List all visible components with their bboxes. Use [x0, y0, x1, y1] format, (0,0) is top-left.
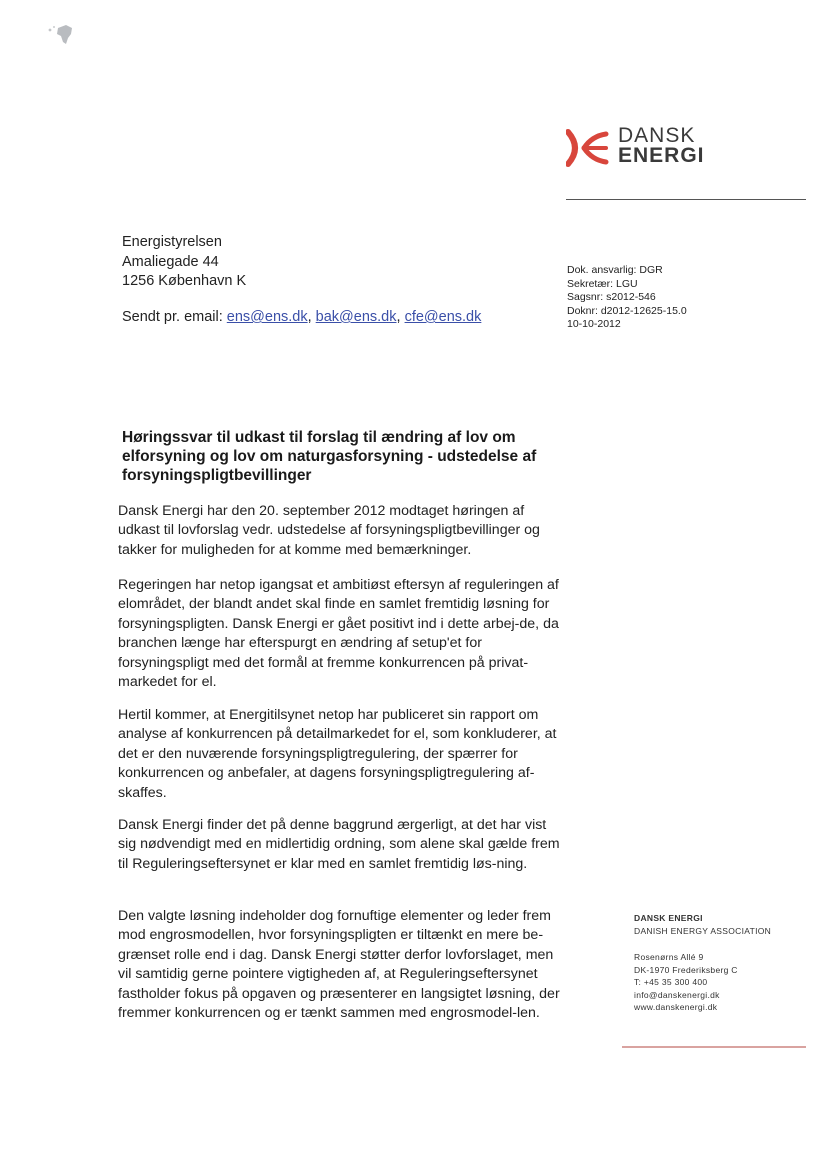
logo-word-energi: ENERGI: [618, 144, 705, 167]
email-link-bak[interactable]: bak@ens.dk: [315, 309, 397, 325]
body-paragraph: Dansk Energi finder det på denne baggrund ærgerligt, at det har vist sig nødvendigt med en midlertidig ordning, som alene skal gælde frem til Reguleringseftersynet er klar med en samlet fremtidig løs-ning.: [118, 817, 560, 872]
header-divider: [566, 199, 806, 200]
body-paragraph: Hertil kommer, at Energitilsynet netop har publiceret sin rapport om analyse af konkurrencen på detailmarkedet for el, som konkluderer, at det er den nuværende forsyningspligtregulering, der spærrer for konkurrencen og anbefaler, at dagens forsyningspligtregulering af-skaffes.: [118, 707, 557, 801]
body-paragraph: Dansk Energi har den 20. september 2012 modtaget høringen af udkast til lovforslag vedr. udstedelse af forsyningspligtbevillinger og takker for muligheden for at komme med bemærkninger.: [118, 503, 540, 558]
footer-divider: [622, 1046, 806, 1048]
meta-date: 10-10-2012: [567, 318, 621, 330]
meta-document-number: Doknr: d2012-12625-15.0: [567, 304, 687, 317]
recipient-name: Energistyrelsen: [122, 234, 222, 250]
sent-label: Sendt pr. email:: [122, 309, 223, 325]
sender-contact-block: [634, 912, 771, 1014]
meta-case-number: Sagsnr: s2012-546: [567, 291, 656, 303]
meta-responsible: Dok. ansvarlig: DGR: [567, 264, 663, 276]
meta-secretary: Sekretær: LGU: [567, 277, 638, 290]
logo-word-dansk: DANSK: [618, 124, 696, 147]
body-paragraph: Regeringen har netop igangsat et ambitiøst eftersyn af reguleringen af elområdet, der blandt andet skal finde en samlet fremtidig løsning for forsyningspligten. Dansk Energi er gået positivt ind i dette arbej-de, da branchen længe har efterspurgt en ændring af setup'et for forsyningspligt med det formål at fremme konkurrencen på privat-markedet for el.: [118, 577, 559, 691]
recipient-street: Amaliegade 44: [122, 253, 219, 270]
letter-title: Høringssvar til udkast til forslag til ændring af lov om elforsyning og lov om naturgasforsyning - udstedelse af forsyningspligtbevillinger: [122, 429, 537, 484]
dansk-energi-logo-mark-icon: [566, 128, 612, 168]
footer-email: info@danskenergi.dk: [634, 989, 720, 1000]
dansk-energi-logo: [566, 126, 716, 174]
footer-association: DANISH ENERGY ASSOCIATION: [634, 925, 772, 936]
scan-speck: [44, 22, 76, 48]
footer-company-name: DANSK ENERGI: [634, 913, 703, 923]
body-paragraph: Den valgte løsning indeholder dog fornuftige elementer og leder frem mod engrosmodellen, hvor forsyningspligten er tiltænkt en mere be-grænset rolle end i dag. Dansk Energi støtter derfor lovforslaget, men vil samtidig gerne pointere vigtigheden af, at Reguleringseftersynet fastholder fokus på opgaven og præsenterer en langsigtet løsning, der fremmer konkurrencen og er tænkt sammen med engrosmodel-len.: [118, 908, 560, 1022]
footer-address: Rosenørns Allé 9: [634, 952, 704, 962]
footer-phone: T: +45 35 300 400: [634, 977, 708, 987]
recipient-address: [122, 233, 246, 292]
footer-website: www.danskenergi.dk: [634, 1002, 718, 1012]
recipient-city: 1256 København K: [122, 273, 247, 289]
sent-by-email-line: Sendt pr. email: ens@ens.dk, bak@ens.dk, cfe@ens.dk: [122, 309, 482, 325]
footer-city: DK-1970 Frederiksberg C: [634, 964, 738, 975]
email-link-cfe[interactable]: cfe@ens.dk: [404, 309, 482, 325]
document-meta: [567, 264, 687, 332]
email-link-ens[interactable]: ens@ens.dk: [226, 309, 308, 325]
